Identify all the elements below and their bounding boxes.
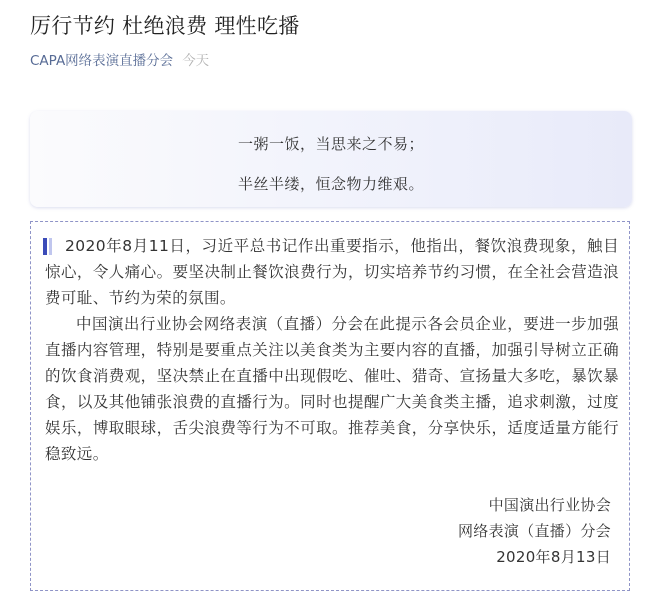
paragraph-2: 中国演出行业协会网络表演（直播）分会在此提示各会员企业，要进一步加强直播内容管理，特别是要重点关注以美食类为主要内容的直播，加强引导树立正确的饮食消费观，坚决禁止在直播中出现假吃、催吐、猎奇、宣扬量大多吃，暴饮暴食，以及其他铺张浪费的直播行为。同时也提醒广大美食类主播，追求刺激，过度娱乐，博取眼球，舌尖浪费等行为不可取。推荐美食，分享快乐，适度适量方能行稳致远。 [45,315,619,463]
quote-line-1: 一粥一饭，当思来之不易； [237,135,424,153]
quote-card [30,111,632,207]
author-link[interactable]: CAPA网络表演直播分会 [30,53,174,69]
article-title: 厉行节约 杜绝浪费 理性吃播 [30,14,300,38]
signature-date: 2020年8月13日 [496,548,611,566]
signature-branch: 网络表演（直播）分会 [457,522,611,540]
signature-org: 中国演出行业协会 [488,496,611,514]
paragraph-1: 2020年8月11日，习近平总书记作出重要指示，他指出，餐饮浪费现象，触目惊心，令人痛心。要坚决制止餐饮浪费行为，切实培养节约习惯，在全社会营造浪费可耻、节约为荣的氛围。 [45,237,619,307]
quote-line-2: 半丝半缕，恒念物力维艰。 [237,175,424,193]
article-meta [30,49,209,69]
publish-date: 今天 [182,53,210,69]
content-frame [30,221,630,591]
